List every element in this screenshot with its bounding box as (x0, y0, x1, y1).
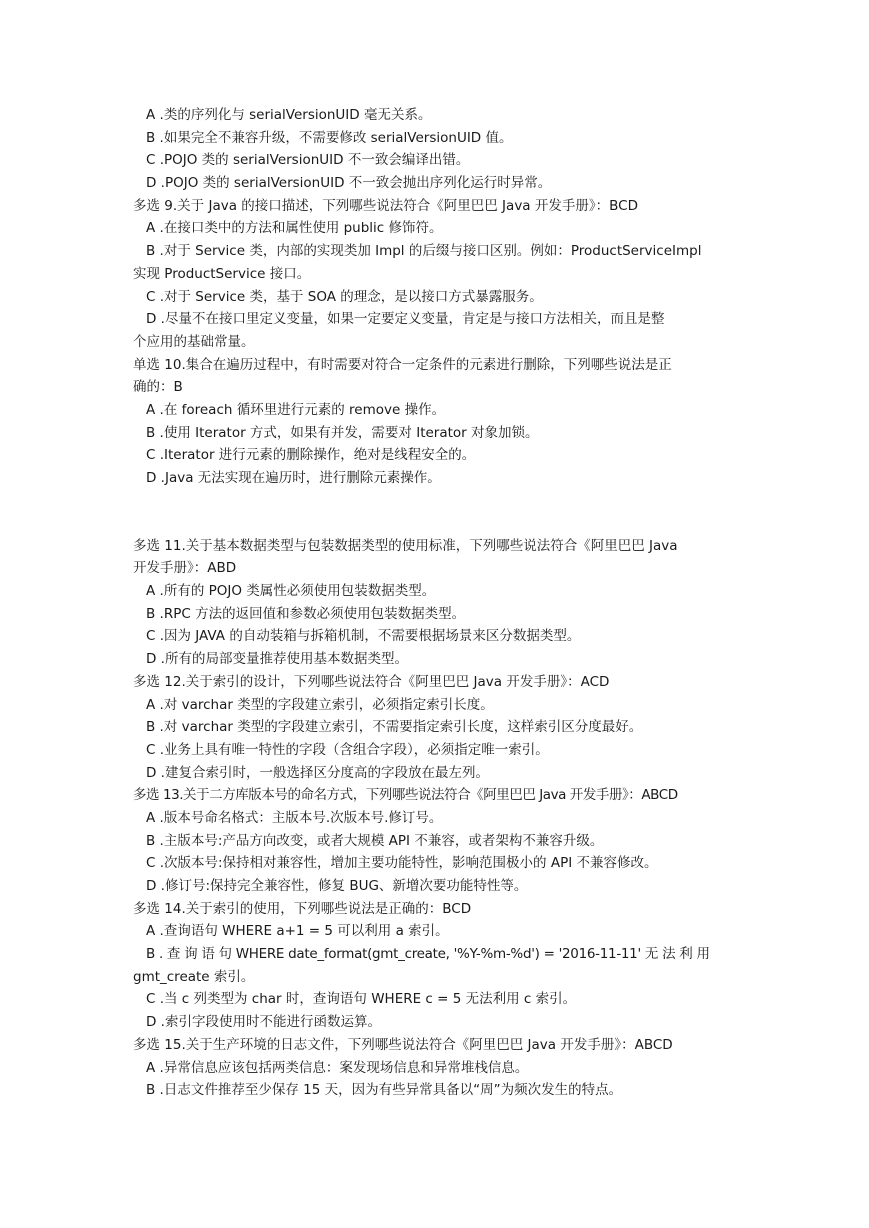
q12-option-a: A .对 varchar 类型的字段建立索引，必须指定索引长度。 (146, 696, 494, 713)
q14-option-a: A .查询语句 WHERE a+1 = 5 可以利用 a 索引。 (146, 923, 449, 940)
q13-option-c: C .次版本号:保持相对兼容性，增加主要功能特性，影响范围极小的 API 不兼容修改。 (146, 855, 658, 872)
q10-option-c: C .Iterator 进行元素的删除操作，绝对是线程安全的。 (146, 447, 476, 464)
q14-title: 多选 14.关于索引的使用，下列哪些说法是正确的：BCD (133, 900, 472, 917)
q10-option-d: D .Java 无法实现在遍历时，进行删除元素操作。 (146, 470, 441, 486)
q11-option-c: C .因为 JAVA 的自动装箱与拆箱机制，不需要根据场景来区分数据类型。 (146, 628, 581, 645)
q12-title: 多选 12.关于索引的设计，下列哪些说法符合《阿里巴巴 Java 开发手册》：ACD (133, 673, 610, 690)
q11-title-line1: 多选 11.关于基本数据类型与包装数据类型的使用标准，下列哪些说法符合《阿里巴巴 Java (133, 537, 678, 554)
q15-title: 多选 15.关于生产环境的日志文件，下列哪些说法符合《阿里巴巴 Java 开发手册》：ABCD (133, 1036, 673, 1053)
q14-option-c: C .当 c 列类型为 char 时，查询语句 WHERE c = 5 无法利用 c 索引。 (146, 991, 577, 1008)
q9-option-d-line2: 个应用的基础常量。 (133, 333, 255, 350)
q11-option-b: B .RPC 方法的返回值和参数必须使用包装数据类型。 (146, 605, 466, 622)
q9-option-c: C .对于 Service 类，基于 SOA 的理念，是以接口方式暴露服务。 (146, 288, 543, 305)
q8-option-d: D .POJO 类的 serialVersionUID 不一致会抛出序列化运行时异常。 (146, 175, 552, 192)
q13-option-a: A .版本号命名格式：主版本号.次版本号.修订号。 (146, 809, 443, 826)
q15-option-b: B .日志文件推荐至少保存 15 天，因为有些异常具备以“周”为频次发生的特点。 (146, 1082, 623, 1099)
q13-option-b: B .主版本号:产品方向改变，或者大规模 API 不兼容，或者架构不兼容升级。 (146, 832, 604, 849)
q10-title-line1: 单选 10.集合在遍历过程中，有时需要对符合一定条件的元素进行删除，下列哪些说法是正 (133, 356, 672, 373)
section-gap (133, 490, 737, 535)
document-page (133, 104, 737, 1102)
q14-option-b-line2: gmt_create 索引。 (133, 968, 255, 985)
q12-option-c: C .业务上具有唯一特性的字段（含组合字段），必须指定唯一索引。 (146, 741, 549, 758)
q9-option-a: A .在接口类中的方法和属性使用 public 修饰符。 (146, 220, 443, 237)
q8-option-c: C .POJO 类的 serialVersionUID 不一致会编译出错。 (146, 152, 470, 169)
q10-option-a: A .在 foreach 循环里进行元素的 remove 操作。 (146, 401, 446, 418)
q11-option-a: A .所有的 POJO 类属性必须使用包装数据类型。 (146, 583, 436, 600)
q12-option-d: D .建复合索引时，一般选择区分度高的字段放在最左列。 (146, 764, 489, 781)
q12-option-b: B .对 varchar 类型的字段建立索引，不需要指定索引长度，这样索引区分度最好。 (146, 719, 643, 736)
q11-title-line2: 开发手册》：ABD (133, 560, 237, 577)
q14-option-b-line1: B . 查 询 语 句 WHERE date_format(gmt_create, '%Y-%m-%d') = '2016-11-11' 无 法 利 用 (146, 946, 710, 963)
q11-option-d: D .所有的局部变量推荐使用基本数据类型。 (146, 651, 408, 668)
q9-option-d-line1: D .尽量不在接口里定义变量，如果一定要定义变量，肯定是与接口方法相关，而且是整 (146, 311, 665, 328)
q13-option-d: D .修订号:保持完全兼容性，修复 BUG、新增次要功能特性等。 (146, 878, 528, 894)
q10-option-b: B .使用 Iterator 方式，如果有并发，需要对 Iterator 对象加锁。 (146, 424, 539, 441)
q9-title: 多选 9.关于 Java 的接口描述，下列哪些说法符合《阿里巴巴 Java 开发手册》：BCD (133, 197, 638, 214)
q8-option-a: A .类的序列化与 serialVersionUID 毫无关系。 (146, 107, 432, 123)
q13-title: 多选 13.关于二方库版本号的命名方式，下列哪些说法符合《阿里巴巴 Java 开发手册》：ABCD (133, 787, 678, 804)
q9-option-b-line1: B .对于 Service 类，内部的实现类加 Impl 的后缀与接口区别。例如：ProductServiceImpl (146, 243, 702, 260)
q10-title-line2: 确的：B (133, 379, 183, 396)
q15-option-a: A .异常信息应该包括两类信息：案发现场信息和异常堆栈信息。 (146, 1059, 529, 1076)
q9-option-b-line2: 实现 ProductService 接口。 (133, 265, 311, 282)
q14-option-d: D .索引字段使用时不能进行函数运算。 (146, 1014, 381, 1031)
q8-option-b: B .如果完全不兼容升级，不需要修改 serialVersionUID 值。 (146, 129, 513, 146)
